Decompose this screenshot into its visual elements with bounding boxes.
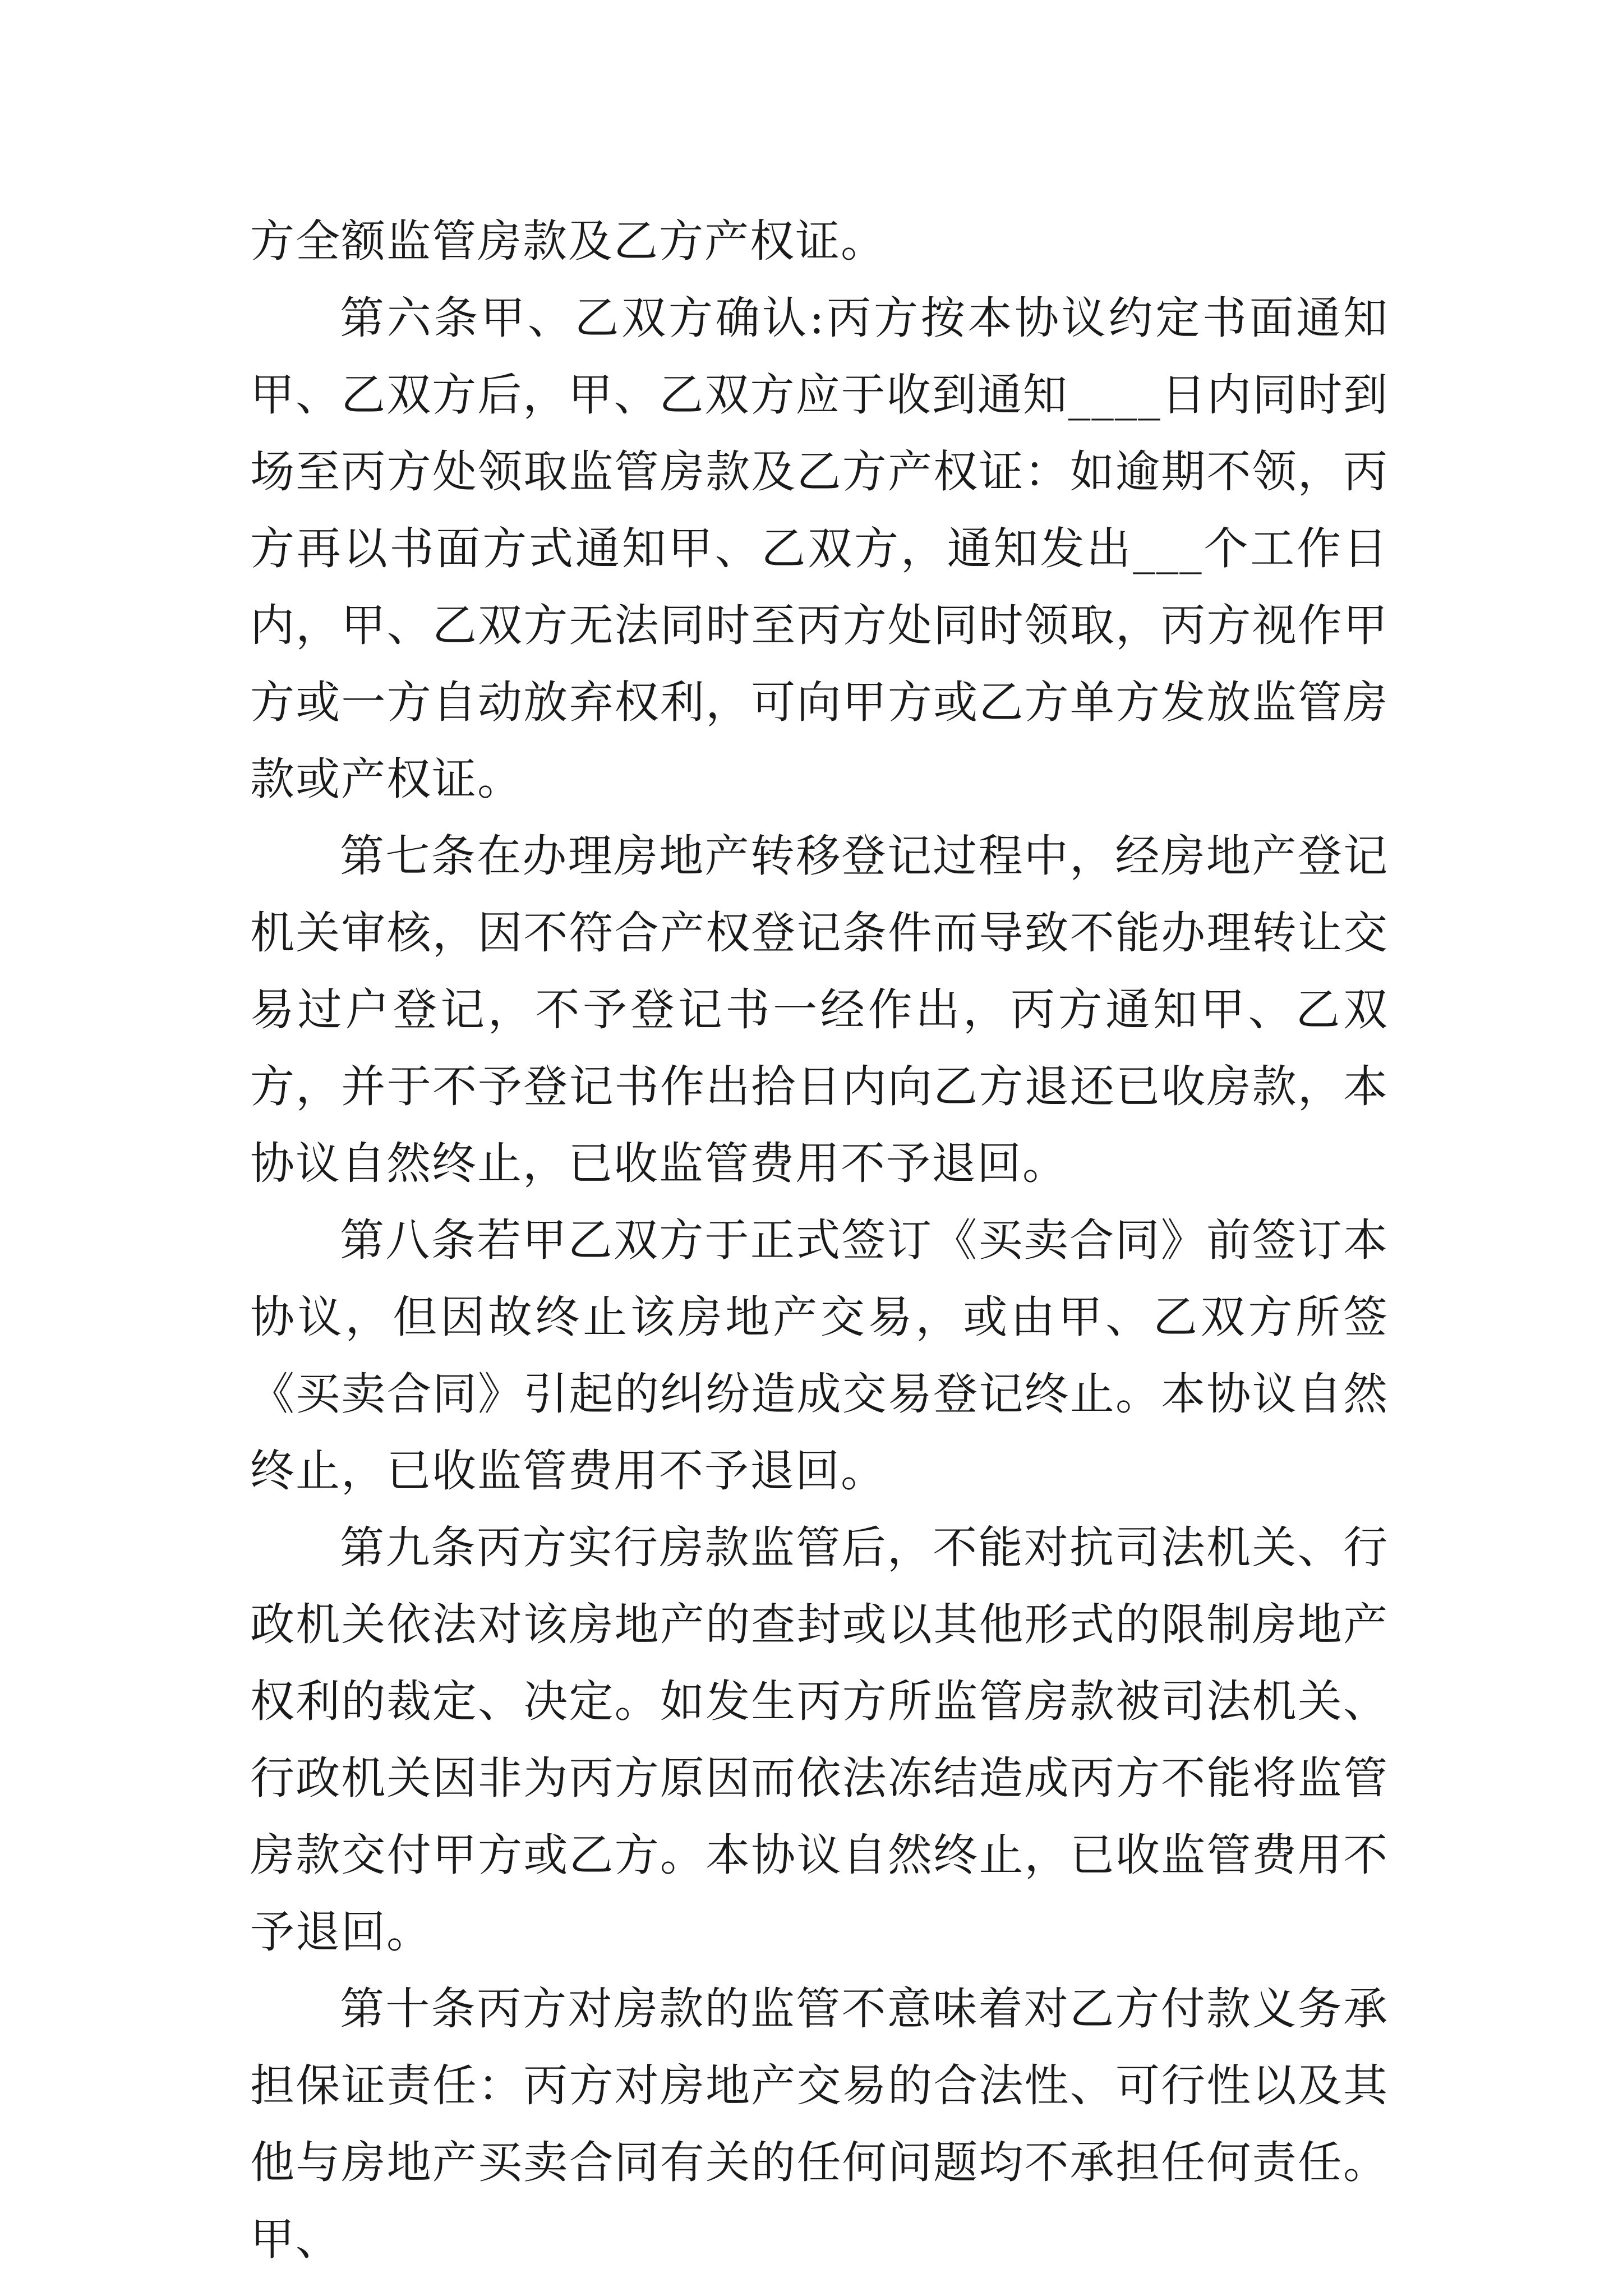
paragraph-article-6: 第六条甲、乙双方确认:丙方按本协议约定书面通知甲、乙双方后，甲、乙双方应于收到通知____日内同时到场至丙方处领取监管房款及乙方产权证：如逾期不领，丙方再以书面方式通知甲、乙双方，通知发出___个工作日内，甲、乙双方无法同时至丙方处同时领取，丙方视作甲方或一方自动放弃权利，可向甲方或乙方单方发放监管房款或产权证。 [250, 292, 1389, 805]
paragraph-article-9: 第九条丙方实行房款监管后，不能对抗司法机关、行政机关依法对该房地产的查封或以其他形式的限制房地产权利的裁定、决定。如发生丙方所监管房款被司法机关、行政机关因非为丙方原因而依法冻结造成丙方不能将监管房款交付甲方或乙方。本协议自然终止，已收监管费用不予退回。 [250, 1522, 1389, 1958]
paragraph-article-7: 第七条在办理房地产转移登记过程中，经房地产登记机关审核，因不符合产权登记条件而导致不能办理转让交易过户登记，不予登记书一经作出，丙方通知甲、乙双方，并于不予登记书作出拾日内向乙方退还已收房款，本协议自然终止，已收监管费用不予退回。 [250, 830, 1389, 1189]
document-body [250, 203, 1389, 2278]
paragraph-article-10: 第十条丙方对房款的监管不意味着对乙方付款义务承担保证责任：丙方对房地产交易的合法性、可行性以及其他与房地产买卖合同有关的任何问题均不承担任何责任。甲、 [250, 1983, 1389, 2265]
paragraph-article-8: 第八条若甲乙双方于正式签订《买卖合同》前签订本协议，但因故终止该房地产交易，或由甲、乙双方所签《买卖合同》引起的纠纷造成交易登记终止。本协议自然终止，已收监管费用不予退回。 [250, 1214, 1389, 1497]
paragraph-continuation: 方全额监管房款及乙方产权证。 [250, 215, 886, 267]
